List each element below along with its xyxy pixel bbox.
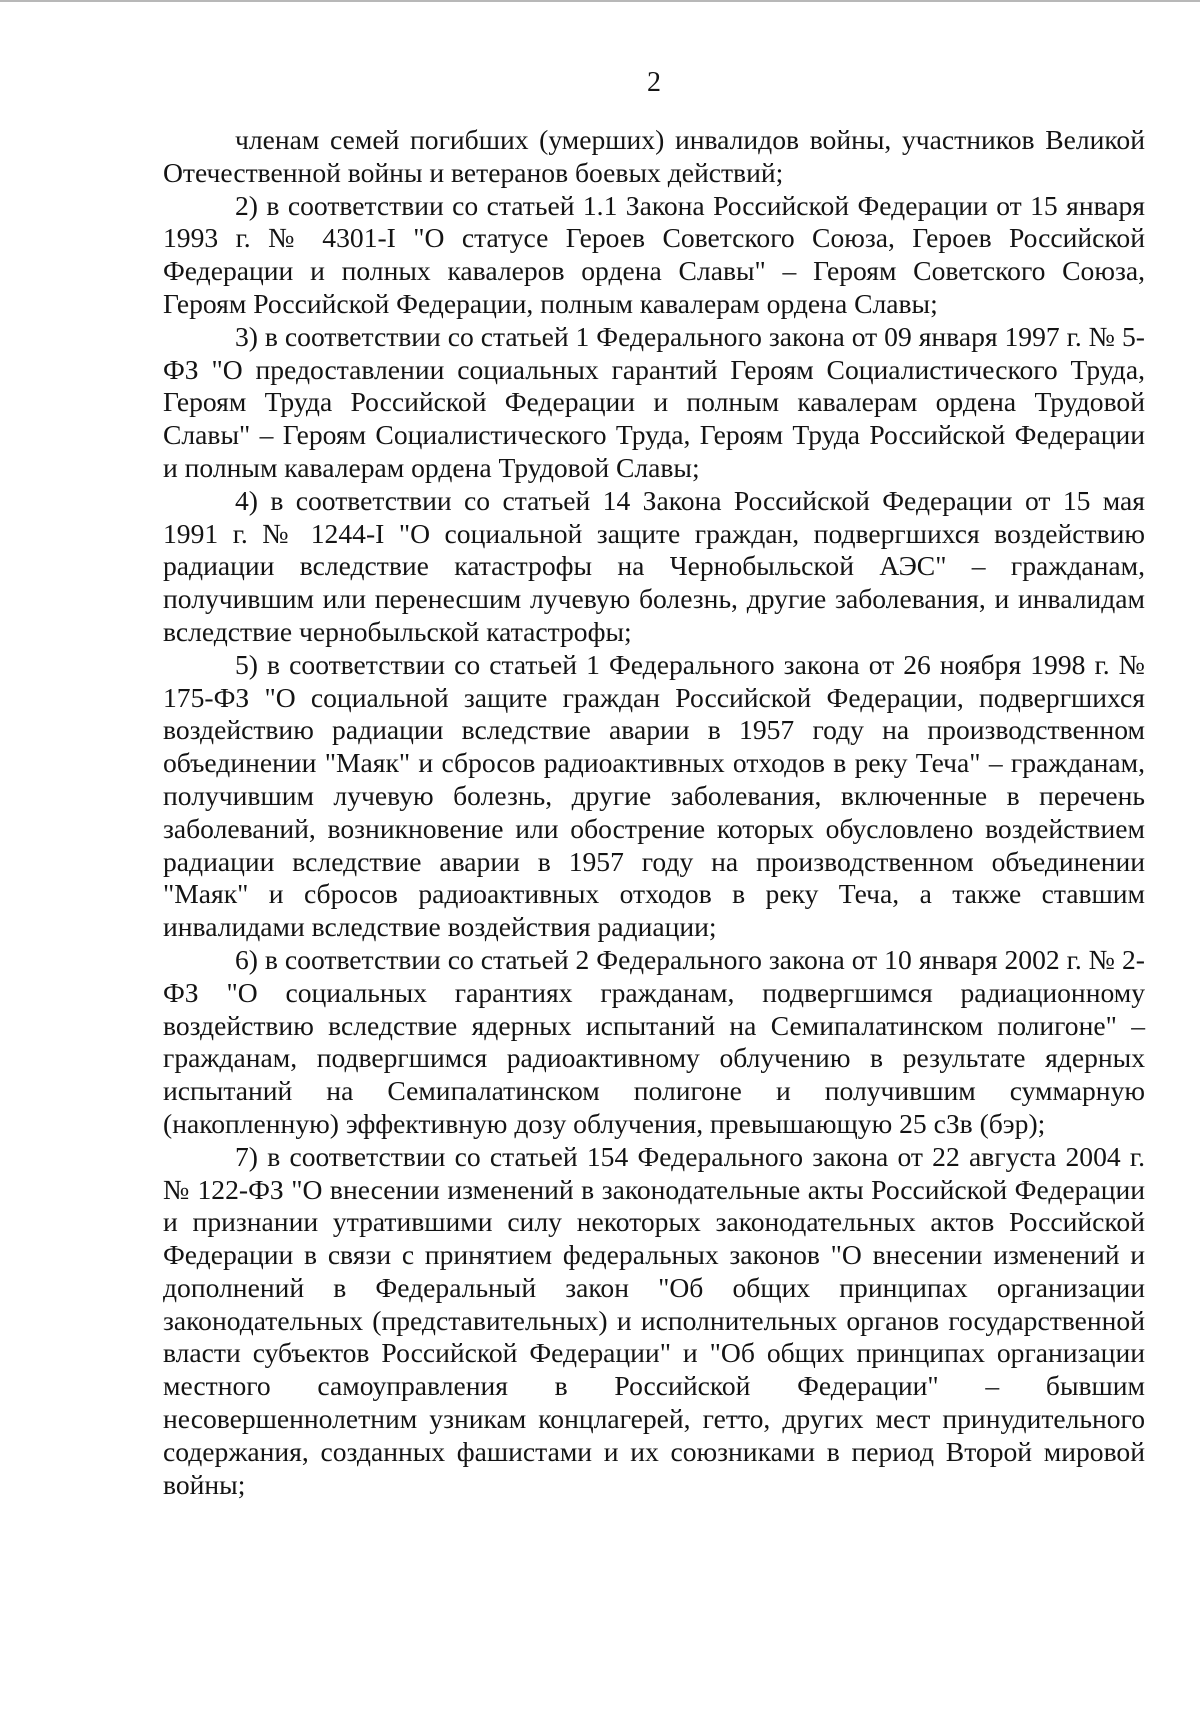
paragraph-item-4: 4) в соответствии со статьей 14 Закона Российской Федерации от 15 мая 1991 г. № 1244-I "О социальной защите граждан, подвергшихся воздействию радиации вследствие катастрофы на Чернобыльской АЭС" – гражданам, получившим или перенесшим лучевую болезнь, другие заболевания, и инвалидам вследствие чернобыльской катастрофы;	[163, 484, 1145, 647]
paragraph-item-5: 5) в соответствии со статьей 1 Федерального закона от 26 ноября 1998 г. № 175-ФЗ "О социальной защите граждан Российской Федерации, подвергшихся воздействию радиации вследствие аварии в 1957 году на производственном объединении "Маяк" и сбросов радиоактивных отходов в реку Теча" – гражданам, получившим лучевую болезнь, другие заболевания, включенные в перечень заболеваний, возникновение или обострение которых обусловлено воздействием радиации вследствие аварии в 1957 году на производственном объединении "Маяк" и сбросов радиоактивных отходов в реку Теча, а также ставшим инвалидами вследствие воздействия радиации;	[163, 648, 1145, 943]
paragraph-item-7: 7) в соответствии со статьей 154 Федерального закона от 22 августа 2004 г. № 122-ФЗ "О внесении изменений в законодательные акты Российской Федерации и признании утратившими силу некоторых законодательных актов Российской Федерации в связи с принятием федеральных законов "О внесении изменений и дополнений в Федеральный закон "Об общих принципах организации законодательных (представительных) и исполнительных органов государственной власти субъектов Российской Федерации" и "Об общих принципах организации местного самоуправления в Российской Федерации" – бывшим несовершеннолетним узникам концлагерей, гетто, других мест принудительного содержания, созданных фашистами и их союзниками в период Второй мировой войны;	[163, 1140, 1145, 1500]
paragraph-continuation: членам семей погибших (умерших) инвалидов войны, участников Великой Отечественной войны и ветеранов боевых действий;	[163, 124, 1145, 188]
paragraph-item-3: 3) в соответствии со статьей 1 Федерального закона от 09 января 1997 г. № 5-ФЗ "О предоставлении социальных гарантий Героям Социалистического Труда, Героям Труда Российской Федерации и полным кавалерам ордена Трудовой Славы" – Героям Социалистического Труда, Героям Труда Российской Федерации и полным кавалерам ордена Трудовой Славы;	[163, 320, 1145, 483]
scan-edge-line	[0, 0, 1200, 2]
paragraph-item-6: 6) в соответствии со статьей 2 Федерального закона от 10 января 2002 г. № 2-ФЗ "О социальных гарантиях гражданам, подвергшимся радиационному воздействию вследствие ядерных испытаний на Семипалатинском полигоне" – гражданам, подвергшимся радиоактивному облучению в результате ядерных испытаний на Семипалатинском полигоне и получившим суммарную (накопленную) эффективную дозу облучения, превышающую 25 сЗв (бэр);	[163, 943, 1145, 1139]
paragraph-item-2: 2) в соответствии со статьей 1.1 Закона Российской Федерации от 15 января 1993 г. № 4301-I "О статусе Героев Советского Союза, Героев Российской Федерации и полных кавалеров ордена Славы" – Героям Советского Союза, Героям Российской Федерации, полным кавалерам ордена Славы;	[163, 189, 1145, 319]
document-body	[163, 124, 1145, 1501]
page-number: 2	[647, 67, 661, 98]
